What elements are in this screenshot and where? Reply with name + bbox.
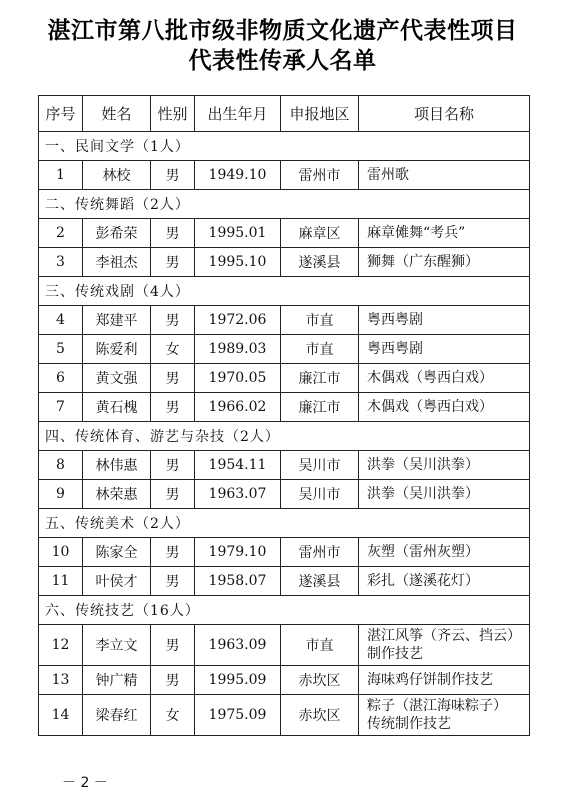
cell-name: 黄文强 (83, 364, 151, 393)
table-row (39, 248, 530, 277)
cell-project (359, 161, 530, 190)
cell-serial: 6 (39, 364, 83, 393)
cell-birth: 1958.07 (195, 567, 281, 596)
cell-gender: 男 (151, 666, 195, 695)
cell-serial: 3 (39, 248, 83, 277)
cell-project (359, 625, 530, 666)
project-name-line: 彩扎（遂溪花灯） (367, 573, 479, 589)
cell-region: 市直 (281, 335, 359, 364)
document-title-line-1: 湛江市第八批市级非物质文化遗产代表性项目 (47, 18, 518, 44)
category-row (39, 509, 530, 538)
cell-birth: 1949.10 (195, 161, 281, 190)
category-label: 六、传统技艺（16人） (39, 596, 530, 625)
cell-serial: 1 (39, 161, 83, 190)
cell-gender: 男 (151, 567, 195, 596)
project-name-line: 洪拳（吴川洪拳） (367, 486, 479, 502)
cell-region: 遂溪县 (281, 248, 359, 277)
project-name-line: 洪拳（吴川洪拳） (367, 457, 479, 473)
cell-name: 郑建平 (83, 306, 151, 335)
project-name-line: 传统制作技艺 (367, 716, 451, 732)
cell-serial: 7 (39, 393, 83, 422)
cell-name: 彭希荣 (83, 219, 151, 248)
cell-birth: 1972.06 (195, 306, 281, 335)
table-row (39, 393, 530, 422)
cell-gender: 男 (151, 248, 195, 277)
table-row (39, 364, 530, 393)
header-birth: 出生年月 (195, 96, 281, 132)
table-body (39, 132, 530, 736)
cell-birth: 1954.11 (195, 451, 281, 480)
category-row (39, 277, 530, 306)
document-title-line-2: 代表性传承人名单 (188, 48, 377, 74)
cell-birth: 1979.10 (195, 538, 281, 567)
page-number: － 2 － (62, 775, 108, 791)
cell-gender: 女 (151, 335, 195, 364)
cell-name: 钟广精 (83, 666, 151, 695)
cell-birth: 1995.09 (195, 666, 281, 695)
table-row (39, 161, 530, 190)
cell-project (359, 567, 530, 596)
header-serial: 序号 (39, 96, 83, 132)
cell-name: 林荣惠 (83, 480, 151, 509)
cell-name: 陈爱利 (83, 335, 151, 364)
cell-project (359, 335, 530, 364)
category-label: 四、传统体育、游艺与杂技（2人） (39, 422, 530, 451)
header-gender: 性别 (151, 96, 195, 132)
cell-serial: 14 (39, 695, 83, 736)
project-name-line: 狮舞（广东醒狮） (367, 254, 479, 270)
project-name-line: 粤西粤剧 (367, 312, 423, 328)
category-row (39, 422, 530, 451)
table-row (39, 306, 530, 335)
cell-project (359, 451, 530, 480)
table-row (39, 567, 530, 596)
project-name-line: 木偶戏（粤西白戏） (367, 399, 493, 415)
category-row (39, 190, 530, 219)
table-header-row (39, 96, 530, 132)
cell-region: 遂溪县 (281, 567, 359, 596)
category-row (39, 596, 530, 625)
cell-project (359, 666, 530, 695)
cell-serial: 12 (39, 625, 83, 666)
cell-birth: 1989.03 (195, 335, 281, 364)
project-name-line: 海味鸡仔饼制作技艺 (367, 672, 493, 688)
cell-project (359, 393, 530, 422)
header-project: 项目名称 (359, 96, 530, 132)
cell-name: 叶侯才 (83, 567, 151, 596)
cell-serial: 9 (39, 480, 83, 509)
project-name-line: 灰塑（雷州灰塑） (367, 544, 479, 560)
cell-project (359, 364, 530, 393)
cell-gender: 男 (151, 538, 195, 567)
project-name-line: 麻章傩舞“考兵” (367, 225, 466, 241)
category-label: 二、传统舞蹈（2人） (39, 190, 530, 219)
category-row (39, 132, 530, 161)
cell-birth: 1995.01 (195, 219, 281, 248)
cell-region: 廉江市 (281, 393, 359, 422)
project-name-line: 湛江风筝（齐云、挡云） (367, 628, 521, 644)
category-label: 一、民间文学（1人） (39, 132, 530, 161)
cell-name: 黄石槐 (83, 393, 151, 422)
cell-birth: 1970.05 (195, 364, 281, 393)
cell-birth: 1975.09 (195, 695, 281, 736)
table-row (39, 451, 530, 480)
project-name-line: 粽子（湛江海味粽子） (367, 698, 507, 714)
cell-gender: 男 (151, 364, 195, 393)
table-row (39, 480, 530, 509)
cell-project (359, 480, 530, 509)
cell-gender: 男 (151, 219, 195, 248)
cell-birth: 1966.02 (195, 393, 281, 422)
cell-project (359, 695, 530, 736)
cell-birth: 1995.10 (195, 248, 281, 277)
cell-region: 吴川市 (281, 480, 359, 509)
category-label: 三、传统戏剧（4人） (39, 277, 530, 306)
cell-region: 廉江市 (281, 364, 359, 393)
cell-gender: 男 (151, 480, 195, 509)
cell-project (359, 219, 530, 248)
table-row (39, 219, 530, 248)
cell-birth: 1963.09 (195, 625, 281, 666)
cell-serial: 5 (39, 335, 83, 364)
inheritor-table (38, 95, 530, 736)
cell-project (359, 248, 530, 277)
cell-gender: 男 (151, 393, 195, 422)
cell-birth: 1963.07 (195, 480, 281, 509)
cell-name: 李立文 (83, 625, 151, 666)
cell-region: 赤坎区 (281, 695, 359, 736)
cell-gender: 男 (151, 625, 195, 666)
cell-serial: 2 (39, 219, 83, 248)
cell-gender: 男 (151, 161, 195, 190)
cell-region: 麻章区 (281, 219, 359, 248)
category-label: 五、传统美术（2人） (39, 509, 530, 538)
cell-gender: 男 (151, 451, 195, 480)
cell-name: 梁春红 (83, 695, 151, 736)
cell-serial: 11 (39, 567, 83, 596)
project-name-line: 制作技艺 (367, 646, 423, 662)
table-row (39, 666, 530, 695)
project-name-line: 木偶戏（粤西白戏） (367, 370, 493, 386)
header-region: 申报地区 (281, 96, 359, 132)
cell-region: 市直 (281, 306, 359, 335)
project-name-line: 粤西粤剧 (367, 341, 423, 357)
table-row (39, 538, 530, 567)
cell-gender: 女 (151, 695, 195, 736)
cell-name: 林伟惠 (83, 451, 151, 480)
project-name-line: 雷州歌 (367, 167, 409, 183)
cell-region: 吴川市 (281, 451, 359, 480)
cell-serial: 10 (39, 538, 83, 567)
cell-region: 雷州市 (281, 161, 359, 190)
cell-gender: 男 (151, 306, 195, 335)
cell-serial: 8 (39, 451, 83, 480)
cell-serial: 13 (39, 666, 83, 695)
cell-serial: 4 (39, 306, 83, 335)
table-row (39, 695, 530, 736)
cell-project (359, 538, 530, 567)
header-name: 姓名 (83, 96, 151, 132)
cell-project (359, 306, 530, 335)
cell-name: 李祖杰 (83, 248, 151, 277)
cell-region: 市直 (281, 625, 359, 666)
table-row (39, 625, 530, 666)
cell-region: 雷州市 (281, 538, 359, 567)
cell-region: 赤坎区 (281, 666, 359, 695)
table-row (39, 335, 530, 364)
cell-name: 陈家全 (83, 538, 151, 567)
cell-name: 林校 (83, 161, 151, 190)
